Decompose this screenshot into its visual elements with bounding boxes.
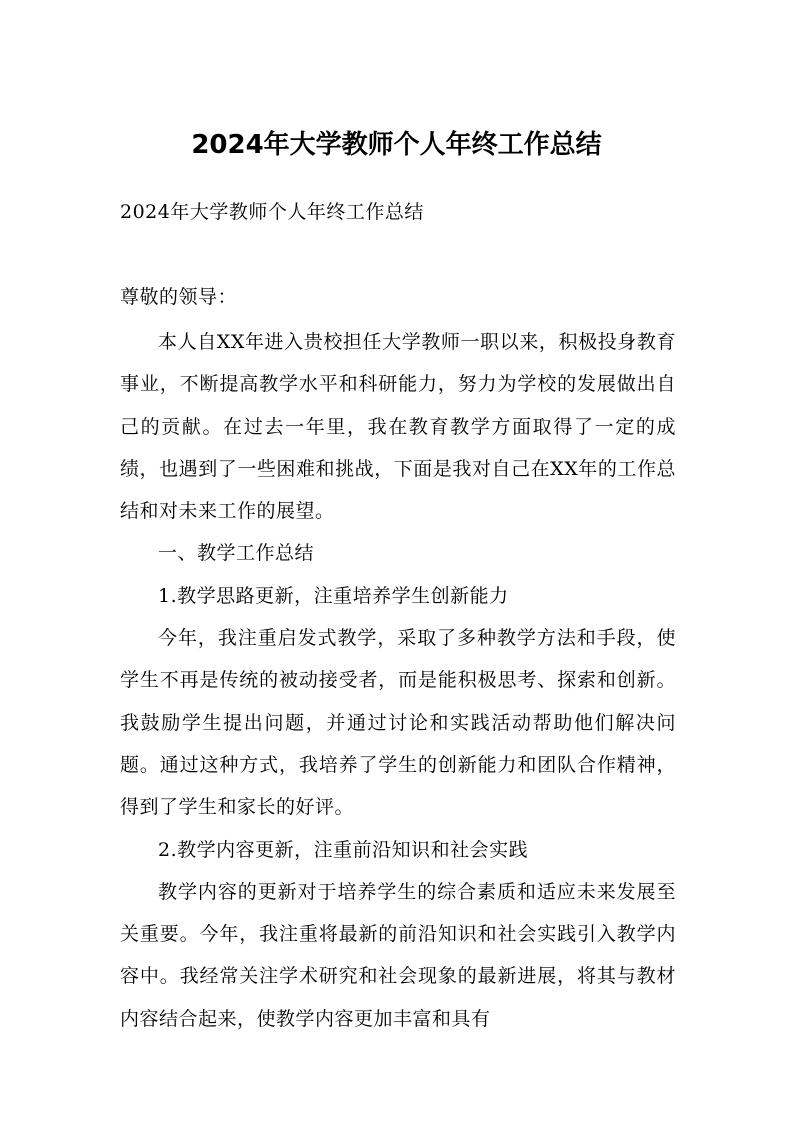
paragraph-teaching-approach: 今年，我注重启发式教学，采取了多种教学方法和手段，使学生不再是传统的被动接受者，而是能积极思考、探索和创新。我鼓励学生提出问题，并通过讨论和实践活动帮助他们解决问题。通过这种方式，我培养了学生的创新能力和团队合作精神，得到了学生和家长的好评。 [120, 627, 676, 819]
salutation: 尊敬的领导： [120, 286, 238, 308]
section-heading-teaching-summary: 一、教学工作总结 [158, 542, 315, 565]
paragraph-teaching-content: 教学内容的更新对于培养学生的综合素质和适应未来发展至关重要。今年，我注重将最新的前沿知识和社会实践引入教学内容中。我经常关注学术研究和社会现象的最新进展，将其与教材内容结合起来，使教学内容更加丰富和具有 [120, 880, 676, 1030]
subheading-teaching-approach: 1.教学思路更新，注重培养学生创新能力 [158, 584, 509, 607]
subheading-teaching-content: 2.教学内容更新，注重前沿知识和社会实践 [158, 838, 529, 861]
document-title: 2024年大学教师个人年终工作总结 [191, 130, 602, 160]
document-subtitle: 2024年大学教师个人年终工作总结 [120, 201, 424, 223]
document-body [120, 321, 676, 1040]
paragraph-intro: 本人自XX年进入贵校担任大学教师一职以来，积极投身教育事业，不断提高教学水平和科研能力，努力为学校的发展做出自己的贡献。在过去一年里，我在教育教学方面取得了一定的成绩，也遇到了一些困难和挑战，下面是我对自己在XX年的工作总结和对未来工作的展望。 [120, 331, 676, 523]
